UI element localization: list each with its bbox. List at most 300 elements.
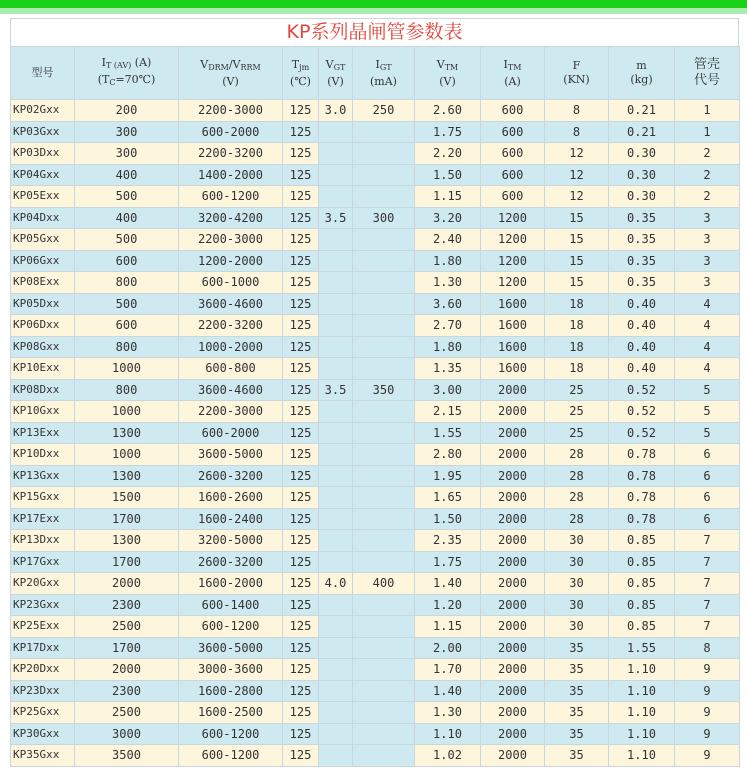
cell-vtm: 1.30 <box>415 702 481 724</box>
cell-itm: 2000 <box>481 422 545 444</box>
cell-vdrm-vrrm: 3200-4200 <box>179 207 283 229</box>
cell-case-code: 6 <box>675 465 740 487</box>
cell-vgt <box>319 422 353 444</box>
cell-igt <box>353 723 415 745</box>
cell-vgt <box>319 143 353 165</box>
table-row <box>11 293 740 315</box>
cell-itm: 2000 <box>481 551 545 573</box>
cell-case-code: 7 <box>675 594 740 616</box>
cell-tjm: 125 <box>283 186 319 208</box>
cell-igt <box>353 250 415 272</box>
cell-model: KP13Exx <box>11 422 75 444</box>
cell-itm: 2000 <box>481 530 545 552</box>
cell-tjm: 125 <box>283 487 319 509</box>
cell-m: 0.40 <box>609 336 675 358</box>
spec-table-container <box>10 18 739 767</box>
cell-f: 30 <box>545 551 609 573</box>
cell-vtm: 2.00 <box>415 637 481 659</box>
cell-case-code: 6 <box>675 487 740 509</box>
table-row <box>11 594 740 616</box>
cell-vdrm-vrrm: 600-2000 <box>179 121 283 143</box>
cell-tjm: 125 <box>283 229 319 251</box>
cell-it-av: 500 <box>75 186 179 208</box>
cell-vtm: 2.70 <box>415 315 481 337</box>
cell-vgt <box>319 551 353 573</box>
top-accent-bar <box>0 0 747 8</box>
cell-it-av: 3500 <box>75 745 179 767</box>
cell-model: KP06Dxx <box>11 315 75 337</box>
cell-igt <box>353 164 415 186</box>
cell-case-code: 9 <box>675 702 740 724</box>
cell-vtm: 1.35 <box>415 358 481 380</box>
cell-itm: 2000 <box>481 487 545 509</box>
cell-itm: 2000 <box>481 401 545 423</box>
cell-m: 0.30 <box>609 164 675 186</box>
cell-vgt: 3.0 <box>319 100 353 122</box>
cell-itm: 2000 <box>481 702 545 724</box>
cell-it-av: 1700 <box>75 637 179 659</box>
cell-tjm: 125 <box>283 207 319 229</box>
table-row <box>11 207 740 229</box>
cell-tjm: 125 <box>283 702 319 724</box>
cell-m: 0.85 <box>609 616 675 638</box>
cell-it-av: 800 <box>75 379 179 401</box>
cell-f: 18 <box>545 358 609 380</box>
table-row <box>11 444 740 466</box>
cell-tjm: 125 <box>283 315 319 337</box>
cell-itm: 1600 <box>481 293 545 315</box>
cell-case-code: 2 <box>675 164 740 186</box>
cell-f: 28 <box>545 508 609 530</box>
cell-tjm: 125 <box>283 272 319 294</box>
header-vdrm-vrrm: $V_{DRM}/V_{RRM}$ (V) <box>179 47 283 100</box>
cell-itm: 1600 <box>481 336 545 358</box>
cell-m: 0.52 <box>609 422 675 444</box>
cell-model: KP10Exx <box>11 358 75 380</box>
cell-vgt <box>319 336 353 358</box>
table-row <box>11 315 740 337</box>
table-body <box>11 100 740 767</box>
cell-igt: 350 <box>353 379 415 401</box>
cell-itm: 1600 <box>481 358 545 380</box>
cell-tjm: 125 <box>283 379 319 401</box>
cell-itm: 2000 <box>481 379 545 401</box>
cell-case-code: 4 <box>675 336 740 358</box>
cell-itm: 2000 <box>481 444 545 466</box>
cell-vdrm-vrrm: 3600-4600 <box>179 293 283 315</box>
table-row <box>11 121 740 143</box>
cell-igt <box>353 594 415 616</box>
cell-f: 12 <box>545 143 609 165</box>
cell-model: KP08Exx <box>11 272 75 294</box>
cell-model: KP05Exx <box>11 186 75 208</box>
cell-case-code: 4 <box>675 358 740 380</box>
cell-tjm: 125 <box>283 573 319 595</box>
cell-vgt: 4.0 <box>319 573 353 595</box>
table-row <box>11 250 740 272</box>
cell-vgt <box>319 272 353 294</box>
cell-f: 8 <box>545 121 609 143</box>
cell-tjm: 125 <box>283 659 319 681</box>
table-row <box>11 358 740 380</box>
cell-f: 28 <box>545 465 609 487</box>
cell-vgt <box>319 594 353 616</box>
cell-vtm: 1.30 <box>415 272 481 294</box>
header-igt: $I_{GT}$ (mA) <box>353 47 415 100</box>
cell-f: 30 <box>545 616 609 638</box>
cell-itm: 2000 <box>481 616 545 638</box>
cell-case-code: 4 <box>675 315 740 337</box>
header-m: m (kg) <box>609 47 675 100</box>
cell-vdrm-vrrm: 1000-2000 <box>179 336 283 358</box>
cell-m: 0.85 <box>609 594 675 616</box>
cell-model: KP23Gxx <box>11 594 75 616</box>
cell-vdrm-vrrm: 2200-3000 <box>179 401 283 423</box>
cell-f: 30 <box>545 594 609 616</box>
cell-f: 28 <box>545 487 609 509</box>
cell-it-av: 1700 <box>75 508 179 530</box>
cell-vgt <box>319 358 353 380</box>
header-case-code: 管壳 代号 <box>675 47 740 100</box>
header-row <box>11 47 740 100</box>
cell-igt <box>353 358 415 380</box>
cell-igt: 400 <box>353 573 415 595</box>
cell-case-code: 9 <box>675 680 740 702</box>
cell-itm: 1200 <box>481 207 545 229</box>
cell-itm: 1600 <box>481 315 545 337</box>
cell-itm: 2000 <box>481 723 545 745</box>
cell-case-code: 9 <box>675 659 740 681</box>
cell-model: KP17Gxx <box>11 551 75 573</box>
cell-model: KP03Dxx <box>11 143 75 165</box>
cell-it-av: 200 <box>75 100 179 122</box>
cell-tjm: 125 <box>283 637 319 659</box>
cell-tjm: 125 <box>283 551 319 573</box>
cell-vdrm-vrrm: 2200-3000 <box>179 100 283 122</box>
cell-vtm: 3.60 <box>415 293 481 315</box>
cell-vtm: 1.75 <box>415 551 481 573</box>
cell-tjm: 125 <box>283 723 319 745</box>
cell-m: 0.78 <box>609 465 675 487</box>
cell-vdrm-vrrm: 3000-3600 <box>179 659 283 681</box>
table-row <box>11 745 740 767</box>
cell-it-av: 800 <box>75 272 179 294</box>
header-model: 型号 <box>11 47 75 100</box>
cell-model: KP05Dxx <box>11 293 75 315</box>
cell-vdrm-vrrm: 3600-5000 <box>179 637 283 659</box>
cell-it-av: 1300 <box>75 422 179 444</box>
header-it-av: $I_{T (AV)}$ (A) $(T_C=70℃)$ <box>75 47 179 100</box>
cell-vtm: 1.80 <box>415 336 481 358</box>
cell-m: 0.40 <box>609 358 675 380</box>
cell-m: 1.10 <box>609 680 675 702</box>
cell-f: 30 <box>545 530 609 552</box>
cell-vdrm-vrrm: 1400-2000 <box>179 164 283 186</box>
cell-vgt <box>319 315 353 337</box>
cell-vgt <box>319 121 353 143</box>
cell-f: 25 <box>545 379 609 401</box>
cell-vgt <box>319 723 353 745</box>
cell-it-av: 400 <box>75 207 179 229</box>
table-row <box>11 530 740 552</box>
cell-model: KP17Dxx <box>11 637 75 659</box>
cell-it-av: 2500 <box>75 616 179 638</box>
cell-case-code: 7 <box>675 616 740 638</box>
cell-m: 0.85 <box>609 530 675 552</box>
cell-vdrm-vrrm: 600-2000 <box>179 422 283 444</box>
cell-it-av: 3000 <box>75 723 179 745</box>
cell-m: 0.35 <box>609 229 675 251</box>
cell-f: 18 <box>545 315 609 337</box>
cell-itm: 600 <box>481 100 545 122</box>
cell-tjm: 125 <box>283 121 319 143</box>
cell-vgt <box>319 745 353 767</box>
cell-it-av: 600 <box>75 315 179 337</box>
cell-vdrm-vrrm: 1600-2000 <box>179 573 283 595</box>
cell-vtm: 2.20 <box>415 143 481 165</box>
cell-tjm: 125 <box>283 143 319 165</box>
cell-case-code: 7 <box>675 573 740 595</box>
cell-tjm: 125 <box>283 164 319 186</box>
cell-model: KP30Gxx <box>11 723 75 745</box>
cell-case-code: 6 <box>675 444 740 466</box>
cell-case-code: 3 <box>675 207 740 229</box>
cell-m: 0.30 <box>609 186 675 208</box>
cell-igt <box>353 659 415 681</box>
cell-tjm: 125 <box>283 594 319 616</box>
cell-igt <box>353 186 415 208</box>
cell-it-av: 1300 <box>75 530 179 552</box>
cell-model: KP08Dxx <box>11 379 75 401</box>
cell-model: KP20Dxx <box>11 659 75 681</box>
cell-case-code: 8 <box>675 637 740 659</box>
cell-f: 35 <box>545 745 609 767</box>
cell-tjm: 125 <box>283 358 319 380</box>
cell-igt <box>353 680 415 702</box>
table-row <box>11 401 740 423</box>
cell-igt <box>353 508 415 530</box>
cell-igt <box>353 229 415 251</box>
cell-it-av: 1000 <box>75 358 179 380</box>
header-itm: $I_{TM}$ (A) <box>481 47 545 100</box>
cell-m: 0.85 <box>609 573 675 595</box>
cell-igt: 250 <box>353 100 415 122</box>
cell-vdrm-vrrm: 2600-3200 <box>179 465 283 487</box>
cell-itm: 2000 <box>481 508 545 530</box>
table-row <box>11 616 740 638</box>
cell-it-av: 500 <box>75 293 179 315</box>
cell-vtm: 1.50 <box>415 164 481 186</box>
cell-vtm: 3.00 <box>415 379 481 401</box>
cell-itm: 2000 <box>481 680 545 702</box>
cell-itm: 600 <box>481 186 545 208</box>
header-vtm: $V_{TM}$ (V) <box>415 47 481 100</box>
cell-model: KP02Gxx <box>11 100 75 122</box>
cell-model: KP10Dxx <box>11 444 75 466</box>
cell-igt <box>353 143 415 165</box>
cell-model: KP20Gxx <box>11 573 75 595</box>
cell-m: 1.10 <box>609 723 675 745</box>
cell-model: KP10Gxx <box>11 401 75 423</box>
cell-f: 30 <box>545 573 609 595</box>
cell-vtm: 1.15 <box>415 616 481 638</box>
header-f: F (KN) <box>545 47 609 100</box>
cell-vtm: 1.55 <box>415 422 481 444</box>
cell-itm: 600 <box>481 121 545 143</box>
cell-vtm: 1.02 <box>415 745 481 767</box>
cell-m: 0.30 <box>609 143 675 165</box>
cell-case-code: 2 <box>675 143 740 165</box>
cell-vgt <box>319 637 353 659</box>
cell-vtm: 2.40 <box>415 229 481 251</box>
cell-vtm: 1.70 <box>415 659 481 681</box>
table-row <box>11 229 740 251</box>
cell-vtm: 1.50 <box>415 508 481 530</box>
cell-f: 18 <box>545 293 609 315</box>
cell-m: 0.35 <box>609 207 675 229</box>
cell-tjm: 125 <box>283 336 319 358</box>
cell-tjm: 125 <box>283 530 319 552</box>
cell-case-code: 3 <box>675 272 740 294</box>
cell-m: 0.52 <box>609 379 675 401</box>
cell-it-av: 2300 <box>75 594 179 616</box>
cell-vdrm-vrrm: 600-1200 <box>179 723 283 745</box>
cell-igt <box>353 702 415 724</box>
top-accent-bar-light <box>0 8 747 14</box>
cell-vgt <box>319 530 353 552</box>
cell-m: 0.21 <box>609 100 675 122</box>
cell-igt <box>353 444 415 466</box>
cell-igt: 300 <box>353 207 415 229</box>
cell-vgt <box>319 616 353 638</box>
cell-vgt <box>319 186 353 208</box>
cell-case-code: 6 <box>675 508 740 530</box>
cell-it-av: 2300 <box>75 680 179 702</box>
cell-f: 12 <box>545 186 609 208</box>
cell-vgt <box>319 164 353 186</box>
cell-vdrm-vrrm: 600-1200 <box>179 186 283 208</box>
cell-tjm: 125 <box>283 508 319 530</box>
cell-vgt <box>319 229 353 251</box>
cell-vgt <box>319 444 353 466</box>
cell-it-av: 1500 <box>75 487 179 509</box>
header-vgt: $V_{GT}$ (V) <box>319 47 353 100</box>
cell-vdrm-vrrm: 3600-4600 <box>179 379 283 401</box>
cell-vdrm-vrrm: 1600-2800 <box>179 680 283 702</box>
cell-f: 35 <box>545 637 609 659</box>
cell-f: 12 <box>545 164 609 186</box>
cell-vgt <box>319 659 353 681</box>
cell-f: 15 <box>545 272 609 294</box>
cell-igt <box>353 745 415 767</box>
cell-case-code: 2 <box>675 186 740 208</box>
table-row <box>11 723 740 745</box>
cell-vgt: 3.5 <box>319 207 353 229</box>
cell-model: KP05Gxx <box>11 229 75 251</box>
cell-igt <box>353 637 415 659</box>
cell-vtm: 3.20 <box>415 207 481 229</box>
cell-tjm: 125 <box>283 444 319 466</box>
table-row <box>11 379 740 401</box>
cell-igt <box>353 315 415 337</box>
cell-vdrm-vrrm: 2200-3200 <box>179 315 283 337</box>
table-row <box>11 680 740 702</box>
cell-model: KP35Gxx <box>11 745 75 767</box>
cell-f: 35 <box>545 659 609 681</box>
cell-vgt <box>319 702 353 724</box>
cell-vtm: 1.65 <box>415 487 481 509</box>
cell-tjm: 125 <box>283 616 319 638</box>
cell-igt <box>353 401 415 423</box>
table-row <box>11 659 740 681</box>
cell-m: 1.10 <box>609 702 675 724</box>
cell-itm: 600 <box>481 164 545 186</box>
table-row <box>11 465 740 487</box>
cell-m: 0.35 <box>609 272 675 294</box>
cell-itm: 2000 <box>481 637 545 659</box>
table-row <box>11 702 740 724</box>
cell-it-av: 800 <box>75 336 179 358</box>
cell-f: 25 <box>545 422 609 444</box>
cell-f: 8 <box>545 100 609 122</box>
cell-igt <box>353 530 415 552</box>
cell-vdrm-vrrm: 600-1200 <box>179 616 283 638</box>
cell-model: KP04Gxx <box>11 164 75 186</box>
cell-case-code: 3 <box>675 229 740 251</box>
cell-it-av: 1700 <box>75 551 179 573</box>
cell-vdrm-vrrm: 1600-2500 <box>179 702 283 724</box>
cell-vtm: 1.40 <box>415 573 481 595</box>
table-row <box>11 100 740 122</box>
cell-itm: 1200 <box>481 229 545 251</box>
cell-tjm: 125 <box>283 745 319 767</box>
cell-vgt <box>319 250 353 272</box>
table-row <box>11 143 740 165</box>
cell-it-av: 300 <box>75 143 179 165</box>
cell-igt <box>353 616 415 638</box>
cell-f: 15 <box>545 250 609 272</box>
cell-tjm: 125 <box>283 293 319 315</box>
table-row <box>11 336 740 358</box>
cell-igt <box>353 336 415 358</box>
cell-case-code: 1 <box>675 121 740 143</box>
cell-model: KP13Gxx <box>11 465 75 487</box>
cell-m: 0.78 <box>609 444 675 466</box>
cell-tjm: 125 <box>283 100 319 122</box>
table-row <box>11 422 740 444</box>
cell-vgt <box>319 487 353 509</box>
cell-vgt <box>319 465 353 487</box>
cell-case-code: 5 <box>675 401 740 423</box>
cell-it-av: 600 <box>75 250 179 272</box>
cell-f: 25 <box>545 401 609 423</box>
cell-case-code: 7 <box>675 530 740 552</box>
cell-igt <box>353 293 415 315</box>
cell-m: 0.21 <box>609 121 675 143</box>
cell-vdrm-vrrm: 1600-2400 <box>179 508 283 530</box>
cell-itm: 600 <box>481 143 545 165</box>
cell-tjm: 125 <box>283 465 319 487</box>
cell-vtm: 1.20 <box>415 594 481 616</box>
cell-vdrm-vrrm: 600-1000 <box>179 272 283 294</box>
cell-it-av: 2500 <box>75 702 179 724</box>
cell-vdrm-vrrm: 600-1400 <box>179 594 283 616</box>
cell-vgt <box>319 293 353 315</box>
cell-igt <box>353 551 415 573</box>
cell-vtm: 1.15 <box>415 186 481 208</box>
table-row <box>11 186 740 208</box>
cell-f: 35 <box>545 702 609 724</box>
